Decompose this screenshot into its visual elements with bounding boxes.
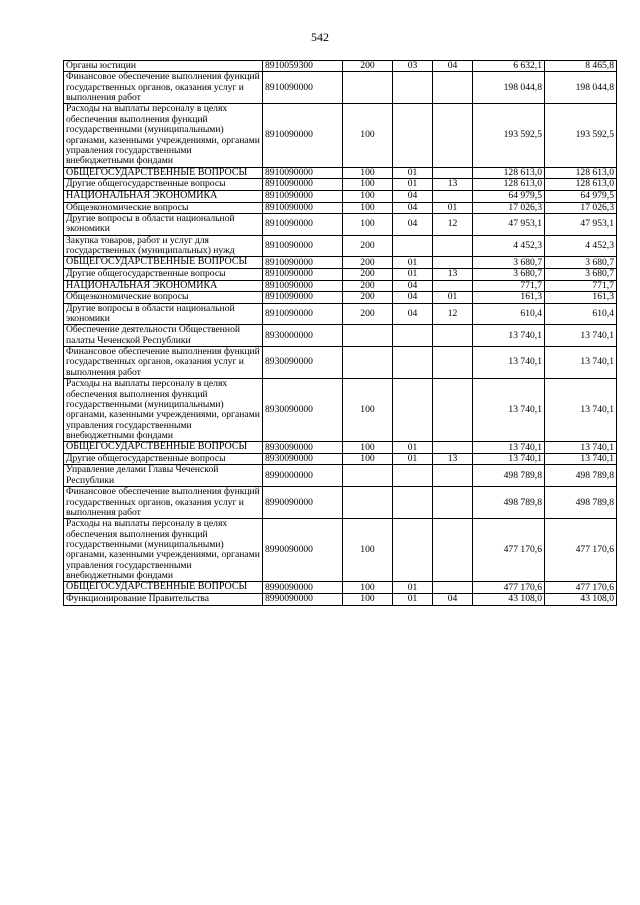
row-expense-type: [343, 487, 393, 519]
row-expense-type: 100: [343, 519, 393, 582]
row-subsection: [433, 347, 473, 379]
row-sum-year1: 3 680,7: [473, 257, 545, 269]
row-name: ОБЩЕГОСУДАРСТВЕННЫЕ ВОПРОСЫ: [64, 582, 263, 594]
table-row: [64, 179, 617, 190]
row-code: 8910090000: [263, 167, 343, 179]
table-row: [64, 292, 617, 303]
row-name: НАЦИОНАЛЬНАЯ ЭКОНОМИКА: [64, 190, 263, 202]
row-subsection: [433, 190, 473, 202]
row-code: 8910090000: [263, 179, 343, 190]
table-row: [64, 235, 617, 257]
table-row: [64, 213, 617, 235]
row-sum-year2: 43 108,0: [545, 594, 617, 605]
row-sum-year2: 477 170,6: [545, 582, 617, 594]
budget-table: [63, 60, 617, 606]
row-sum-year2: 8 465,8: [545, 61, 617, 72]
row-section: [393, 104, 433, 167]
row-section: 04: [393, 303, 433, 325]
row-section: 01: [393, 594, 433, 605]
row-section: [393, 347, 433, 379]
table-row: [64, 347, 617, 379]
row-section: 03: [393, 61, 433, 72]
row-section: [393, 379, 433, 442]
row-section: 04: [393, 202, 433, 213]
table-row: [64, 104, 617, 167]
row-subsection: 01: [433, 292, 473, 303]
row-sum-year1: 47 953,1: [473, 213, 545, 235]
row-sum-year2: 4 452,3: [545, 235, 617, 257]
row-expense-type: 100: [343, 104, 393, 167]
row-name: Финансовое обеспечение выполнения функций государственных органов, оказания услуг и выполнения работ: [64, 347, 263, 379]
row-section: 01: [393, 582, 433, 594]
row-section: [393, 325, 433, 347]
row-section: [393, 487, 433, 519]
row-subsection: [433, 379, 473, 442]
row-section: [393, 72, 433, 104]
row-sum-year2: 610,4: [545, 303, 617, 325]
row-expense-type: 200: [343, 235, 393, 257]
row-code: 8910090000: [263, 202, 343, 213]
row-name: Общеэкономические вопросы: [64, 202, 263, 213]
row-name: Общеэкономические вопросы: [64, 292, 263, 303]
row-sum-year1: 6 632,1: [473, 61, 545, 72]
row-subsection: [433, 325, 473, 347]
row-expense-type: [343, 347, 393, 379]
table-row: [64, 280, 617, 292]
row-code: 8910090000: [263, 303, 343, 325]
row-code: 8910090000: [263, 235, 343, 257]
row-subsection: 12: [433, 303, 473, 325]
row-subsection: 04: [433, 594, 473, 605]
row-name: Расходы на выплаты персоналу в целях обеспечения выполнения функций государственными (муниципальными) органами, казенными учреждениями, органами управления государственными внебюджетными фондами: [64, 379, 263, 442]
row-name: Другие вопросы в области национальной экономики: [64, 303, 263, 325]
row-code: 8930090000: [263, 454, 343, 465]
row-name: ОБЩЕГОСУДАРСТВЕННЫЕ ВОПРОСЫ: [64, 167, 263, 179]
row-section: 01: [393, 269, 433, 280]
table-row: [64, 465, 617, 487]
row-code: 8910090000: [263, 280, 343, 292]
table-row: [64, 257, 617, 269]
row-name: Органы юстиции: [64, 61, 263, 72]
row-sum-year1: 3 680,7: [473, 269, 545, 280]
row-expense-type: [343, 72, 393, 104]
row-section: 04: [393, 190, 433, 202]
row-expense-type: 100: [343, 454, 393, 465]
table-row: [64, 269, 617, 280]
row-sum-year1: 64 979,5: [473, 190, 545, 202]
row-sum-year2: 64 979,5: [545, 190, 617, 202]
row-sum-year1: 13 740,1: [473, 454, 545, 465]
row-sum-year1: 198 044,8: [473, 72, 545, 104]
row-section: [393, 519, 433, 582]
table-row: [64, 303, 617, 325]
row-code: 8990090000: [263, 582, 343, 594]
row-expense-type: 100: [343, 202, 393, 213]
row-subsection: 12: [433, 213, 473, 235]
row-code: 8930090000: [263, 347, 343, 379]
table-row: [64, 190, 617, 202]
row-name: НАЦИОНАЛЬНАЯ ЭКОНОМИКА: [64, 280, 263, 292]
row-subsection: 13: [433, 454, 473, 465]
row-code: 8910090000: [263, 190, 343, 202]
row-section: [393, 235, 433, 257]
row-code: 8930090000: [263, 442, 343, 454]
table-row: [64, 519, 617, 582]
table-row: [64, 61, 617, 72]
row-code: 8990090000: [263, 594, 343, 605]
table-row: [64, 167, 617, 179]
row-name: Другие общегосударственные вопросы: [64, 179, 263, 190]
row-code: 8910090000: [263, 104, 343, 167]
row-expense-type: 200: [343, 280, 393, 292]
table-row: [64, 582, 617, 594]
row-name: Обеспечение деятельности Общественной палаты Чеченской Республики: [64, 325, 263, 347]
row-sum-year2: 13 740,1: [545, 347, 617, 379]
table-row: [64, 202, 617, 213]
row-expense-type: 100: [343, 213, 393, 235]
row-sum-year1: 17 026,3: [473, 202, 545, 213]
row-section: 01: [393, 454, 433, 465]
row-expense-type: 100: [343, 582, 393, 594]
page-number: 542: [311, 30, 329, 44]
row-expense-type: [343, 325, 393, 347]
row-sum-year1: 13 740,1: [473, 442, 545, 454]
row-code: 8990000000: [263, 465, 343, 487]
row-expense-type: 100: [343, 179, 393, 190]
row-section: 01: [393, 257, 433, 269]
row-subsection: 13: [433, 269, 473, 280]
row-subsection: [433, 280, 473, 292]
row-sum-year2: 771,7: [545, 280, 617, 292]
row-sum-year1: 477 170,6: [473, 582, 545, 594]
table-row: [64, 594, 617, 605]
row-code: 8930000000: [263, 325, 343, 347]
row-expense-type: 100: [343, 594, 393, 605]
row-sum-year1: 161,3: [473, 292, 545, 303]
row-subsection: [433, 519, 473, 582]
row-section: 04: [393, 292, 433, 303]
row-sum-year2: 128 613,0: [545, 179, 617, 190]
row-subsection: [433, 582, 473, 594]
row-sum-year1: 498 789,8: [473, 487, 545, 519]
table-row: [64, 442, 617, 454]
table-row: [64, 379, 617, 442]
row-code: 8990090000: [263, 487, 343, 519]
row-subsection: 01: [433, 202, 473, 213]
row-expense-type: 200: [343, 257, 393, 269]
row-sum-year2: 498 789,8: [545, 465, 617, 487]
row-sum-year2: 17 026,3: [545, 202, 617, 213]
row-sum-year1: 610,4: [473, 303, 545, 325]
row-sum-year2: 198 044,8: [545, 72, 617, 104]
row-name: Финансовое обеспечение выполнения функций государственных органов, оказания услуг и выполнения работ: [64, 487, 263, 519]
row-subsection: [433, 235, 473, 257]
row-subsection: 13: [433, 179, 473, 190]
table-row: [64, 454, 617, 465]
table-row: [64, 325, 617, 347]
row-sum-year1: 13 740,1: [473, 325, 545, 347]
row-subsection: [433, 465, 473, 487]
row-name: Расходы на выплаты персоналу в целях обеспечения выполнения функций государственными (муниципальными) органами, казенными учреждениями, органами управления государственными внебюджетными фондами: [64, 519, 263, 582]
row-code: 8910090000: [263, 292, 343, 303]
row-expense-type: 100: [343, 379, 393, 442]
row-name: ОБЩЕГОСУДАРСТВЕННЫЕ ВОПРОСЫ: [64, 442, 263, 454]
row-sum-year1: 477 170,6: [473, 519, 545, 582]
row-sum-year2: 47 953,1: [545, 213, 617, 235]
row-sum-year2: 13 740,1: [545, 442, 617, 454]
row-name: Закупка товаров, работ и услуг для государственных (муниципальных) нужд: [64, 235, 263, 257]
row-sum-year1: 771,7: [473, 280, 545, 292]
row-code: 8910090000: [263, 213, 343, 235]
row-sum-year1: 43 108,0: [473, 594, 545, 605]
row-section: 01: [393, 179, 433, 190]
row-code: 8910090000: [263, 269, 343, 280]
row-sum-year2: 477 170,6: [545, 519, 617, 582]
row-sum-year2: 13 740,1: [545, 379, 617, 442]
row-name: ОБЩЕГОСУДАРСТВЕННЫЕ ВОПРОСЫ: [64, 257, 263, 269]
row-name: Финансовое обеспечение выполнения функций государственных органов, оказания услуг и выполнения работ: [64, 72, 263, 104]
row-section: [393, 465, 433, 487]
row-expense-type: 200: [343, 292, 393, 303]
row-subsection: [433, 72, 473, 104]
row-sum-year1: 498 789,8: [473, 465, 545, 487]
row-sum-year2: 13 740,1: [545, 454, 617, 465]
row-subsection: [433, 257, 473, 269]
row-sum-year1: 13 740,1: [473, 379, 545, 442]
row-sum-year1: 4 452,3: [473, 235, 545, 257]
row-sum-year1: 193 592,5: [473, 104, 545, 167]
row-sum-year1: 128 613,0: [473, 167, 545, 179]
row-section: 04: [393, 280, 433, 292]
row-expense-type: 200: [343, 269, 393, 280]
row-sum-year2: 161,3: [545, 292, 617, 303]
row-code: 8910090000: [263, 72, 343, 104]
row-code: 8910090000: [263, 257, 343, 269]
row-sum-year2: 3 680,7: [545, 269, 617, 280]
row-expense-type: 100: [343, 167, 393, 179]
row-expense-type: 200: [343, 61, 393, 72]
row-sum-year2: 498 789,8: [545, 487, 617, 519]
row-expense-type: [343, 465, 393, 487]
row-sum-year2: 128 613,0: [545, 167, 617, 179]
row-subsection: [433, 442, 473, 454]
row-code: 8990090000: [263, 519, 343, 582]
row-code: 8930090000: [263, 379, 343, 442]
row-section: 01: [393, 442, 433, 454]
row-expense-type: 200: [343, 303, 393, 325]
row-code: 8910059300: [263, 61, 343, 72]
row-subsection: [433, 167, 473, 179]
table-row: [64, 72, 617, 104]
row-name: Управление делами Главы Чеченской Республики: [64, 465, 263, 487]
row-sum-year2: 193 592,5: [545, 104, 617, 167]
row-name: Другие общегосударственные вопросы: [64, 454, 263, 465]
row-section: 04: [393, 213, 433, 235]
row-name: Другие общегосударственные вопросы: [64, 269, 263, 280]
row-sum-year2: 3 680,7: [545, 257, 617, 269]
row-sum-year1: 13 740,1: [473, 347, 545, 379]
row-expense-type: 100: [343, 442, 393, 454]
row-section: 01: [393, 167, 433, 179]
row-sum-year1: 128 613,0: [473, 179, 545, 190]
row-subsection: 04: [433, 61, 473, 72]
row-name: Расходы на выплаты персоналу в целях обеспечения выполнения функций государственными (муниципальными) органами, казенными учреждениями, органами управления государственными внебюджетными фондами: [64, 104, 263, 167]
row-name: Функционирование Правительства: [64, 594, 263, 605]
row-subsection: [433, 487, 473, 519]
table-row: [64, 487, 617, 519]
row-expense-type: 100: [343, 190, 393, 202]
row-sum-year2: 13 740,1: [545, 325, 617, 347]
row-name: Другие вопросы в области национальной экономики: [64, 213, 263, 235]
row-subsection: [433, 104, 473, 167]
